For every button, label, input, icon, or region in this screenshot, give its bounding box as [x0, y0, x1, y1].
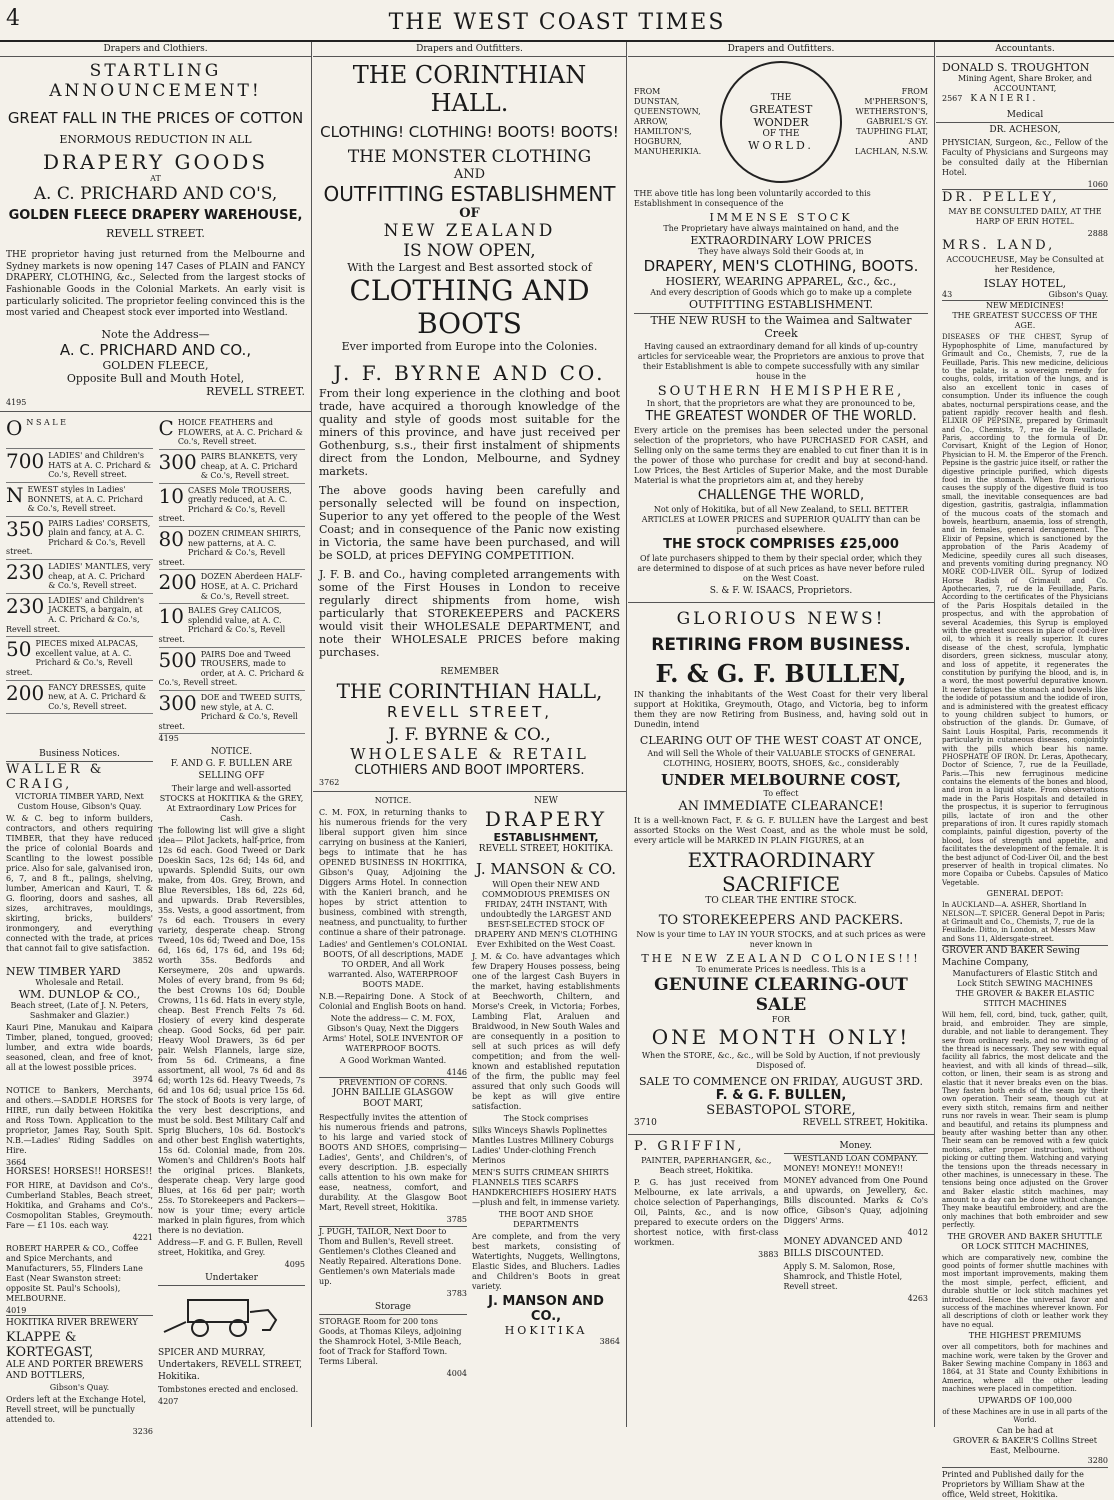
- prichard-warehouse: GOLDEN FLEECE DRAPERY WAREHOUSE,: [8, 208, 303, 223]
- timber-title: NEW TIMBER YARD: [6, 965, 121, 979]
- page-number: 4: [6, 6, 20, 31]
- bullen-immediate: AN IMMEDIATE CLEARANCE!: [678, 798, 884, 814]
- isaacs-sign: S. & F. W. ISAACS, Proprietors.: [709, 586, 853, 596]
- isaacs-outfit: OUTFITTING ESTABLISHMENT.: [689, 298, 873, 311]
- corinthian-clothing: CLOTHING! CLOTHING! BOOTS! BOOTS!: [320, 123, 619, 141]
- corinthian-largest: With the Largest and Best assorted stock of: [347, 261, 592, 274]
- islay-addr: Gibson's Quay.: [1048, 290, 1108, 300]
- column-2-lower-right: [472, 796, 620, 1378]
- isaacs-p4: And every description of Goods which go to make up a complete: [650, 288, 912, 297]
- bullen-notice-addr: Address—F. and G. F. Bullen, Revell street, Hokitika, and Grey.: [158, 1238, 303, 1258]
- manson-boot: THE BOOT AND SHOE DEPARTMENTS: [498, 1210, 594, 1230]
- timber-sub: Wholesale and Retail.: [35, 978, 124, 988]
- manson-stock-list: Silks Winceys Shawls Poplinettes Mantles Lustres Millinery Coburgs Ladies' Under-clothing French Merinos: [472, 1126, 614, 1166]
- bullen-under: UNDER MELBOURNE COST,: [660, 770, 901, 789]
- griffin-sub: PAINTER, PAPERHANGER, &c., Beach street, Hokitika.: [641, 1156, 772, 1176]
- land-body: ACCOUCHEUSE, May be Consulted at her Residence,: [946, 255, 1104, 275]
- islay-footer: [942, 290, 1108, 300]
- fox-line: Ladies' and Gentlemen's COLONIAL BOOTS, Of all descriptions, MADE TO ORDER, And all Work warranted. Also, WATERPROOF BOOTS MADE.: [319, 939, 467, 989]
- brewery-body: Orders left at the Exchange Hotel, Revell street, will be punctually attended to.: [6, 1395, 147, 1425]
- bullen-notice-title: NOTICE.: [210, 747, 253, 758]
- sale-item: CHOICE FEATHERS and FLOWERS, at A. C. Prichard & Co.'s, Revell street.: [159, 416, 306, 450]
- prichard-address-street: REVELL STREET.: [206, 385, 305, 399]
- ref-number: 2888: [1087, 229, 1108, 239]
- sale-item: NEWEST styles in Ladies' BONNETS, at A. C. Prichard & Co.'s, Revell street.: [6, 483, 153, 517]
- upwards-body: of these Machines are in use in all parts of the World.: [942, 1407, 1108, 1424]
- bullen-name: F. & G. F. BULLEN,: [655, 658, 907, 688]
- bullen-b2: And will Sell the Whole of their VALUABLE STOCKS of GENERAL CLOTHING, HOSIERY, BOOTS, SHOES, &c., considerably: [647, 748, 915, 768]
- premiums-title: THE HIGHEST PREMIUMS: [968, 1331, 1082, 1341]
- pugh-body: J. PUGH, TAILOR, Next Door to Thom and Bullen's, Revell street. Gentlemen's Clothes Cleaned and Neatly Repaired. Alterations Done. Gentlemen's own Materials made up.: [319, 1226, 467, 1287]
- sale-item: 10 CASES Mole TROUSERS, greatly reduced, at A. C. Prichard & Co.'s, Revell street.: [159, 484, 306, 527]
- isaacs-challenge: CHALLENGE THE WORLD,: [697, 488, 865, 503]
- brewery-line: ALE AND PORTER BREWERS AND BOTTLERS,: [6, 1359, 144, 1382]
- isaacs-banner: [634, 61, 928, 183]
- ref-number: 4095: [284, 1260, 305, 1270]
- sale-item: 80 DOZEN CRIMEAN SHIRTS, new patterns, at A. C. Prichard & Co.'s, Revell street.: [159, 527, 306, 570]
- isaacs-stock: THE STOCK COMPRISES £25,000: [663, 537, 899, 552]
- prichard-headline: STARTLING ANNOUNCEMENT!: [49, 61, 262, 101]
- bullen-b5: To enumerate Prices is needless. This is a: [696, 965, 866, 975]
- bullen-b6: When the STORE, &c., &c., will be Sold by Auction, if not previously Disposed of.: [641, 1051, 921, 1071]
- spicer-name: SPICER AND MURRAY, Undertakers, REVELL STREET, Hokitika.: [158, 1348, 303, 1382]
- loan-title: MONEY! MONEY!! MONEY!!: [783, 1164, 904, 1174]
- troughton-name: DONALD S. TROUGHTON: [942, 61, 1090, 74]
- bullen-rev: REVELL STREET, Hokitika.: [802, 1118, 928, 1129]
- section-header-undertaker: Undertaker: [158, 1271, 305, 1286]
- sale-item: 700 LADIES' and Children's HATS at A. C. Prichard & Co.'s, Revell street.: [6, 449, 153, 483]
- horses-body: NOTICE to Bankers, Merchants, and others.—SADDLE HORSES for HIRE, run daily between Hokitika and Ross Town. Application to the proprietor, James Ray, South Spit. N.B.—Ladies' Riding Saddles on Hire.: [6, 1086, 153, 1156]
- bullen-clearing: CLEARING OUT OF THE WEST COAST AT ONCE,: [639, 733, 923, 747]
- ref-number: 3236: [132, 1427, 153, 1437]
- waller-sub: VICTORIA TIMBER YARD, Next Custom House, Gibson's Quay.: [15, 792, 144, 812]
- manson-stock: The Stock comprises: [503, 1114, 589, 1124]
- horses-title: HORSES! HORSES!! HORSES!!: [6, 1167, 153, 1178]
- manson-open: Will Open their NEW AND COMMODIOUS PREMISES ON FRIDAY, 24TH INSTANT, With undoubtedly the LARGEST AND BEST-SELECTED STOCK OF DRAPERY AND MEN'S CLOTHING Ever Exhibited on the West Coast.: [474, 880, 618, 950]
- bullen-clear: TO CLEAR THE ENTIRE STOCK.: [705, 895, 857, 906]
- ref-number: 3785: [446, 1215, 467, 1225]
- ref-number: 3883: [758, 1250, 779, 1260]
- bullen-glorious: GLORIOUS NEWS!: [676, 608, 886, 629]
- ref-number: 4207: [158, 1397, 179, 1407]
- section-header-business: Business Notices.: [6, 747, 153, 762]
- bullen-for: FOR: [771, 1015, 791, 1025]
- prichard-drapery: DRAPERY GOODS: [42, 150, 269, 174]
- isaacs-p2: The Proprietary have always maintained on hand, and the: [663, 224, 899, 233]
- ref-number: 3710: [634, 1118, 657, 1129]
- section-header-outfitters: Drapers and Outfitters.: [313, 42, 626, 57]
- newmed-success: THE GREATEST SUCCESS OF THE AGE.: [952, 311, 1098, 331]
- ref-number: 3280: [1087, 1456, 1108, 1466]
- ref-number: 4012: [907, 1228, 928, 1238]
- sale-item: 350 PAIRS Ladies' CORSETS, plain and fancy, at A. C. Prichard & Co.'s, Revell street.: [6, 517, 153, 560]
- corinthian-clothing-boots: CLOTHING AND BOOTS: [349, 274, 590, 340]
- bullen-b1: IN thanking the inhabitants of the West Coast for their very liberal support at Hokitika, Greymouth, Otago, and Victoria, beg to inform them they are now Retiring from Business, and, having sold out in Dunedin, intend: [634, 689, 928, 729]
- from-right-list: FROM M'PHERSON'S, WETHERSTON'S, GABRIEL'S GY. TAUPHING FLAT, AND LACHLAN, N.S.W.: [855, 87, 928, 156]
- byrne-p2: The above goods having been carefully and personally selected will be found on inspection, Superior to any yet offered to the people of the West Coast; and in consequence of the Panic now existing in Victoria, the same have been purchased, and will be SOLD, at prices DEFYING COMPETITION.: [319, 484, 620, 562]
- isaacs-p9: Of late purchasers shipped to them by their special order, which they are determined to dispose of at such prices as have never before ruled on the West Coast.: [637, 554, 925, 583]
- brewery-name: KLAPPE & KORTEGAST,: [6, 1329, 94, 1360]
- isaacs-low: EXTRAORDINARY LOW PRICES: [690, 234, 872, 247]
- ref-number: 3762: [319, 777, 340, 787]
- bullen-seb: SEBASTOPOL STORE,: [706, 1103, 856, 1119]
- premiums-body: over all competitors, both for machines and machine work, were taken by the Grover and Baker Sewing machine Company in 1863 and 1864, at 31 State and County Exhibitions in America, where all the other leading machines were placed in competition.: [942, 1343, 1108, 1394]
- ref-number: 4195: [6, 398, 27, 408]
- hearse-illustration: [158, 1292, 298, 1338]
- shuttle-title: THE GROVER AND BAKER SHUTTLE OR LOCK STITCH MACHINES,: [947, 1231, 1103, 1251]
- grover-office: GROVER & BAKER'S Collins Street East, Melbourne.: [952, 1436, 1097, 1456]
- sale-items: [6, 416, 305, 743]
- isaacs-p3: They have always Sold their Goods at, in: [698, 247, 864, 256]
- sale-items-left: [6, 416, 153, 743]
- bullen-b4: Now is your time to LAY IN YOUR STOCKS, and at such prices as were never known in: [636, 930, 926, 950]
- isaacs-hosiery: HOSIERY, WEARING APPAREL, &c., &c.,: [665, 275, 897, 288]
- from-left-list: FROM DUNSTAN, QUEENSTOWN, ARROW, HAMILTON'S, HOGBURN, MANUHERIKIA.: [634, 87, 702, 156]
- ref-number: 3783: [446, 1289, 467, 1299]
- waller-title: WALLER & CRAIG,: [6, 762, 105, 793]
- sale-item: 500 PAIRS Doe and Tweed TROUSERS, made to order, at A. C. Prichard & Co.'s, Revell street.: [159, 648, 306, 691]
- corinthian-imported: Ever imported from Europe into the Colonies.: [341, 340, 598, 353]
- prichard-body: THE proprietor having just returned from the Melbourne and Sydney markets is now opening 147 Cases of PLAIN and FANCY DRAPERY, CLOTHING, &c., Selected from the largest stocks of Fashionable Goods in the Colonial Markets. An early visit is particularly solicited. The proprietor feeling convinced this is the most varied and Cheapest stock ever imported into Westland.: [6, 250, 305, 319]
- column-2-lower-left: [319, 796, 467, 1378]
- adv-body: Apply S. M. Salomon, Rose, Shamrock, and Thistle Hotel, Revell street.: [783, 1262, 903, 1292]
- bullen-month: ONE MONTH ONLY!: [651, 1025, 911, 1050]
- column-4: [936, 42, 1114, 1500]
- prichard-at: AT: [150, 174, 161, 183]
- sale-item: 200 FANCY DRESSES, quite new, at A. C. Prichard & Co.'s, Revell street.: [6, 681, 153, 715]
- bullen-notice-body: The following list will give a slight idea— Pilot Jackets, half-price, from 12s 6d each. Good Tweed or Dark Doeskin Sacs, 12s 6d; 14s 6d, and upwards. Splendid Suits, our own make, from 40s. Grey, Brown, and Blue Reversibles, 18s 6d, 22s 6d, and upwards. Drab Reversibles, 35s. Vests, a good assortment, from 7s 6d each. Trousers in every variety, desperate cheap. Strong Tweed, 10s 6d; Tweed and Doe, 15s 6d, 16s 6d, 17s 6d, and 19s 6d; worth 35s. Bedfords and Kerseymere, 20s and upwards. Moles of every brand, from 9s 6d; the best Crowns 10s 6d; Double Crowns, 11s 6d. Hats in every style, cheap. Best French Felts 7s 6d. Hosiery of every kind desperate cheap. Good Socks, 6d per pair. Heavy Wool Drawers, 3s 6d per pair. Welsh Flannels, large size, from 5s 6d. Crimeans, a fine assortment, all wool, 7s 6d and 8s 6d; worth 12s 6d. Heavy Tweeds, 7s 6d and 10s 6d; usual price 15s 6d. The stock of Boots is very large, of the very best descriptions, and must be sold. Best Military Calf and Sprig Bluchers, 10s 6d. Bostock's and other best English watertights, 15s 6d. Colonial made, from 20s. Women's and Children's Boots half the original prices. Blankets, desperate cheap. Very large good Blues, at 16s 6d per pair; worth 25s. To Storekeepers and Packers—now is your time; every article marked in plain figures, from which there is no deviation.: [158, 826, 305, 1236]
- griffin-ad: [634, 1139, 779, 1303]
- section-header-outfitters-2: Drapers and Outfitters.: [628, 42, 934, 57]
- acheson-body: PHYSICIAN, Surgeon, &c., Fellow of the Faculty of Physicians and Surgeons may be consulted daily at the Hibernian Hotel.: [942, 138, 1108, 178]
- ref-number: 1060: [1087, 180, 1108, 190]
- business-left: [6, 747, 153, 1436]
- corinthian-nz: NEW ZEALAND: [383, 221, 556, 241]
- depot-body: In AUCKLAND—A. ASHER, Shortland In NELSON—T. SPICER. General Depot in Paris; at Grimault and Co., Chemists, 7, rue de la Feuillade. Ditto, in London, at Messrs Maw and Sons 11, Aldersgate-street.: [942, 901, 1106, 943]
- manson-boot-body: Are complete, and from the very best markets, consisting of Watertights, Nuggets, Wellingtons, Elastic Sides, and Bluchers. Ladies and Children's Boots in great variety.: [472, 1232, 620, 1292]
- imprint: Printed and Published daily for the Proprietors by William Shaw at the office, Weld street, Hokitika.: [942, 1467, 1108, 1500]
- grover-heading: THE GROVER & BAKER ELASTIC STITCH MACHINES: [955, 989, 1095, 1009]
- byrne-remember: REMEMBER: [440, 667, 499, 677]
- column-2-lower: [319, 796, 620, 1378]
- prichard-note: Note the Address—: [101, 328, 210, 342]
- bullen-footer: [634, 1118, 928, 1130]
- manson-name: J. MANSON & CO.: [476, 860, 616, 879]
- bullen-effect: To effect: [763, 788, 799, 798]
- prichard-street: REVELL STREET.: [106, 227, 205, 240]
- grover-had: Can be had at: [996, 1426, 1054, 1436]
- prichard-address-opposite: Opposite Bull and Mouth Hotel,: [66, 372, 245, 386]
- ref-number: 3864: [599, 1337, 620, 1347]
- troughton-footer: [942, 94, 1108, 106]
- corns-title: PREVENTION OF CORNS.: [319, 1077, 467, 1088]
- sale-item: O N S A L E: [6, 416, 153, 449]
- sale-item: 300 PAIRS BLANKETS, very cheap, at A. C. Prichard & Co.'s, Revell street.: [159, 450, 306, 484]
- prichard-address-fleece: GOLDEN FLEECE,: [102, 359, 209, 373]
- newmed-body: DISEASES OF THE CHEST, Syrup of Hypophosphite of Lime, manufactured by Grimault and Co., Chemists, 7, rue de la Feuillade, Paris. This new medicine, delicious to the palate, is a sovereign remedy for coughs, colds, irritation of the lungs, and is also an excellent tonic in cases of consumption. Under its influence the cough abates, nocturnal perspirations cease, and the patient rapidly recover health and flesh. ELIXIR OF PEPSINE, prepared by Grimault and Co., Chemists, 7, rue de la Feuillade, Paris, according to the formula of Dr. Corvisart, Knight of the Legion of Honor, Physician to H. M. the Emperor of the French. Pepsine is the gastric juice itself, or rather the digestive principle purified, which digests food in the stomach. When from various causes the supply of the digestive fluid is too small, the inevitable consequences are bad digestion, gastritis, gastralgia, inflammation of the mucous coats of the stomach and bowels, heartburn, anaemia, loss of strength, and in females, general derangement. The Elixir of Pepsine, which is sanctioned by the approbation of the Paris Academy of Medicine, speedily cures all such diseases, and prevents vomiting during pregnancy. NO MORE COD-LIVER OIL. Syrup of Iodized Horse Radish of Grimault and Co. Apothecaries, 7, rue de la Feuillade, Paris. According to the certificates of the Physicians of the Paris Hospitals detailed in the prospectus, and with the approbation of several Academies, this Syrup is employed with the greatest success in place of cod-liver oil, to which it is really superior. It cures disease of the chest, scrofula, lymphatic disorders, green sickness, muscular atony, and loss of appetite, it regenerates the constitution by purifying the blood, and is, in a word, the most powerful depurative known. It never fatigues the stomach and bowels like the iodide of potassium and the iodide of iron, and is administered with the greatest efficacy to young children subject to humors, or obstruction of the glands. Dr. Gumave, of Saint Louis Hospital, Paris, recommends it particularly in cutaneous diseases, conjointly with the pills which bear his name. PHOSPHATE OF IRON. Dr. Leras, Apothecary, Doctor of Science, 7, rue de la Feuillade, Paris.—This new ferruginous medicine contains the elements of the bones and blood, and iron in a liquid state. From observations made in the Paris Hospitals and detailed in the prospectus, it is superior to ferruginous pills, lactate of iron and the other preparations of iron. It cures rapidly stomach complaints, painful digestion, poverty of the blood, loss of strength and appetite, and facilitates the development of the female. It is the best adjunct of Cod-Liver Oil, and the best preserver of health in tropical climates. No more Copaiba or Cubebs. Capsules of Matico Vegetable.: [942, 333, 1108, 887]
- ref-number: 3664: [6, 1158, 27, 1168]
- isaacs-drapery: DRAPERY, MEN'S CLOTHING, BOOTS.: [643, 257, 919, 275]
- masthead: [0, 0, 1114, 42]
- column-3-lower: [634, 1139, 928, 1303]
- brewery-addr: Gibson's Quay.: [49, 1383, 110, 1393]
- isaacs-p5: Having caused an extraordinary demand for all kinds of up-country articles for serviceable wear, the Proprietors are anxious to prove that their Establishment is able to compete successfully with any similar house in the: [637, 342, 925, 381]
- fox-nb: N.B.—Repairing Done. A Stock of Colonial and English Boots on hand.: [319, 991, 467, 1011]
- globe-emblem: THE GREATEST WONDER OF THE WORLD.: [720, 61, 842, 183]
- griffin-name: P. GRIFFIN,: [634, 1139, 745, 1155]
- timber-name: WM. DUNLOP & CO.,: [18, 988, 141, 1002]
- manson-new: NEW: [534, 795, 558, 806]
- griffin-body: P. G. has just received from Melbourne, ex late arrivals, a choice selection of Paperhangings, Oil, Paints, &c., and is now prepared to execute orders on the shortest notice, with first-class workmen.: [634, 1178, 779, 1248]
- money-ad: [784, 1139, 929, 1303]
- prichard-cotton: GREAT FALL IN THE PRICES OF COTTON: [7, 109, 304, 127]
- grover-sub: Manufacturers of Elastic Stitch and Lock Stitch SEWING MACHINES: [952, 969, 1098, 989]
- ref-number: 4146: [446, 1067, 467, 1077]
- corinthian-open: IS NOW OPEN,: [403, 241, 536, 261]
- bullen-store: TO STOREKEEPERS AND PACKERS.: [658, 913, 904, 929]
- manson-body: J. M. & Co. have advantages which few Drapery Houses possess, being one of the largest Cash Buyers in the market, having establishments at Beechworth, Chiltern, and Morse's Creek, in Victoria; Forbes, Lambing Flat, Araluen and Braidwood, in New South Wales and are consequently in a position to sell at such prices as will defy competition; and from the well-known and established reputation of the firm, the public may feel assured that only such Goods will be kept as will give entire satisfaction.: [472, 952, 620, 1112]
- ref-number: 2567: [942, 94, 963, 103]
- manson-drapery: DRAPERY: [484, 807, 608, 832]
- byrne-importers: CLOTHIERS AND BOOT IMPORTERS.: [354, 762, 585, 778]
- isaacs-gw: THE GREATEST WONDER OF THE WORLD.: [645, 409, 917, 424]
- ref-number: 43: [942, 290, 953, 300]
- byrne-corinthian: THE CORINTHIAN HALL,: [336, 678, 603, 703]
- grover-name: GROVER AND BAKER Sewing Machine Company,: [942, 945, 1108, 969]
- sale-item: 230 LADIES' MANTLES, very cheap, at A. C. Prichard & Co.'s, Revell street.: [6, 560, 153, 594]
- section-header-drapers: Drapers and Clothiers.: [0, 42, 311, 57]
- bullen-nz: THE NEW ZEALAND COLONIES!!!: [641, 952, 921, 966]
- bullen-retiring: RETIRING FROM BUSINESS.: [651, 634, 911, 655]
- sale-item: 230 LADIES' and Children's JACKETS, a bargain, at A. C. Prichard & Co.'s, Revell street.: [6, 594, 153, 637]
- fox-body: C. M. FOX, in returning thanks to his numerous friends for the very liberal support given him since carrying on business at the Kanieri, begs to intimate that he has OPENED BUSINESS IN HOKITIKA, Gibson's Quay, Adjoining the Diggers Arms Hotel. In connection with the Kanieri branch, and he hopes by strict attention to business, combined with strength, neatness, and punctuality, to further continue a share of their patronage.: [319, 807, 467, 937]
- sale-item: 50 PIECES mixed ALPACAS, excellent value, at A. C. Prichard & Co.'s, Revell street.: [6, 637, 153, 680]
- depot-title: GENERAL DEPOT:: [986, 889, 1064, 899]
- prichard-name: A. C. PRICHARD AND CO'S,: [33, 184, 278, 204]
- loan-body: MONEY advanced from One Pound and upwards, on Jewellery, &c. Bills discounted. Marks & Co's office, Gibson's Quay, adjoining Diggers' Arms.: [783, 1176, 928, 1226]
- timber-body: Kauri Pine, Manukau and Kaipara Timber, planed, tongued, grooved; lumber, and extra wide boards, seasoned, clean, and free of knot, all at the lowest possible prices.: [6, 1023, 153, 1073]
- isaacs-south: SOUTHERN HEMISPHERE,: [657, 384, 905, 399]
- byrne-p3: J. F. B. and Co., having completed arrangements with some of the First Houses in London to receive regularly direct shipments from home, wish particularly that STOREKEEPERS and PACKERS would visit their WHOLESALE DEPARTMENT, and note their WHOLESALE PRICES before making purchases.: [319, 568, 620, 659]
- sale-item: 300 DOE and TWEED SUITS, new style, at A. C. Prichard & Co.'s, Revell street.: [159, 691, 306, 734]
- baillie-body: Respectfully invites the attention of his numerous friends and patrons, to his large and varied stock of BOOTS AND SHOES, comprising—Ladies', Gents', and Children's, of every description. J.B. especially calls attention to his own make for ease, neatness, comfort, and durability. At the Glasgow Boot Mart, Revell street, Hokitika.: [319, 1113, 467, 1213]
- pelley-name: DR. PELLEY,: [942, 189, 1108, 205]
- ref-number: 4263: [907, 1294, 928, 1304]
- prichard-reduction: ENORMOUS REDUCTION IN ALL: [59, 133, 252, 146]
- byrne-name: J. F. BYRNE AND CO.: [333, 361, 606, 385]
- byrne-co: J. F. BYRNE & CO.,: [388, 724, 551, 745]
- isaacs-p7: Every article on the premises has been selected under the personal selection of the proprietors, who have PURCHASED FOR CASH, and Selling only on the same terms they are enabled to cut finer than it is in the power of those who purchase for credit and buy at second-hand. Low Prices, the Best Articles of Superior Make, and the most Durable Material is what the proprietors aim at, and they hereby: [634, 426, 928, 485]
- bullen-genuine: GENUINE CLEARING-OUT SALE: [654, 975, 908, 1016]
- ref-number: 3852: [132, 956, 153, 966]
- section-header-money: Money.: [784, 1139, 929, 1154]
- corinthian-outfitting: OUTFITTING ESTABLISHMENT: [323, 182, 616, 206]
- brewery-title: HOKITIKA RIVER BREWERY: [6, 1315, 153, 1330]
- prichard-address-name: A. C. PRICHARD AND CO.,: [59, 341, 252, 360]
- adv-title: MONEY ADVANCED AND BILLS DISCOUNTED.: [783, 1237, 903, 1259]
- upwards-title: UPWARDS OF 100,000: [978, 1395, 1072, 1405]
- ref-number: 4195: [158, 734, 179, 744]
- islay-hotel: ISLAY HOTEL,: [983, 277, 1067, 291]
- newspaper-title: THE WEST COAST TIMES: [388, 10, 726, 35]
- bullen-notice-sub: Their large and well-assorted STOCKS at HOKITIKA & the GREY, At Extraordinary Low Prices for Cash.: [159, 784, 304, 824]
- spicer-body: Tombstones erected and enclosed.: [158, 1385, 299, 1395]
- bullen-b3: It is a well-known Fact, F. & G. F. BULLEN have the Largest and best assorted Stocks on the West Coast, and as the whole must be sold, every article will be MARKED IN PLAIN FIGURES, at an: [634, 815, 928, 845]
- land-name: MRS. LAND,: [942, 238, 1056, 254]
- bullen-fg: F. & G. F. BULLEN,: [715, 1088, 847, 1104]
- isaacs-rush: THE NEW RUSH to the Waimea and Saltwater Creek: [634, 313, 928, 340]
- sale-item: 200 DOZEN Aberdeen HALF-HOSE, at A. C. Prichard & Co.'s, Revell street.: [159, 570, 306, 604]
- harper-body: ROBERT HARPER & CO., Coffee and Spice Merchants, and Manufacturers, 55, Flinders Lane East (Near Swanston street: opposite St. Paul's Schools), MELBOURNE.: [6, 1244, 143, 1304]
- corinthian-monster: THE MONSTER CLOTHING: [347, 147, 592, 167]
- sale-item: 10 BALES Grey CALICOS, splendid value, at A. C. Prichard & Co.'s, Revell street.: [159, 604, 306, 647]
- bullen-notice-name: F. AND G. F. BULLEN ARE SELLING OFF: [170, 759, 293, 781]
- manson-foot2: HOKITIKA: [504, 1324, 588, 1338]
- corinthian-title: THE CORINTHIAN HALL.: [352, 61, 587, 117]
- manson-foot: J. MANSON AND CO.,: [488, 1294, 604, 1325]
- troughton-kanieri: KANIERI.: [970, 94, 1039, 104]
- section-header-accountants: Accountants.: [936, 42, 1114, 57]
- isaacs-p6: In short, that the proprietors are what they are pronounced to be,: [646, 399, 916, 408]
- bullen-sacrifice: EXTRAORDINARY SACRIFICE: [687, 847, 875, 896]
- manson-mens: MEN'S SUITS CRIMEAN SHIRTS FLANNELS TIES SCARFS HANDKERCHIEFS HOSIERY HATS—plush and felt, in immense variety.: [472, 1168, 620, 1208]
- hire-body: FOR HIRE, at Davidson and Co's., Cumberland Stables, Beach street, Hokitika, and Grahams and Co's., Cosmopolitan Stables, Greymouth. Fare — £1 10s. each way.: [6, 1181, 153, 1231]
- troughton-sub: Mining Agent, Share Broker, and ACCOUNTANT,: [957, 74, 1093, 93]
- column-2: [313, 42, 627, 1427]
- ref-number: 4221: [132, 1233, 153, 1243]
- byrne-wholesale: WHOLESALE & RETAIL: [350, 744, 589, 763]
- ref-number: 4004: [446, 1369, 467, 1379]
- isaacs-immense: IMMENSE STOCK: [709, 211, 853, 224]
- manson-revell: REVELL STREET, HOKITIKA.: [478, 844, 614, 855]
- loan-company: WESTLAND LOAN COMPANY.: [793, 1154, 918, 1164]
- baillie-name: JOHN BAILLIE GLASGOW BOOT MART,: [332, 1087, 454, 1110]
- corinthian-and: AND: [453, 167, 486, 182]
- isaacs-p1: THE above title has long been voluntarily accorded to this Establishment in consequence of the: [634, 189, 871, 208]
- timber-addr: Beach street, (Late of J. N. Peters, Sashmaker and Glazier.): [10, 1001, 149, 1021]
- fox-notice: NOTICE.: [374, 795, 412, 805]
- fox-tail: A Good Workman Wanted.: [339, 1055, 447, 1065]
- storage-body: STORAGE Room for 200 tons Goods, at Thomas Kileys, adjoining the Shamrock Hotel, 3-Mile Beach, foot of Track for Stafford Town. Terms Liberal.: [319, 1317, 462, 1367]
- acheson-name: DR. ACHESON,: [989, 124, 1061, 135]
- column-1: [0, 42, 312, 1437]
- ref-number: 4019: [6, 1306, 27, 1316]
- bullen-sale: SALE TO COMMENCE ON FRIDAY, AUGUST 3RD.: [638, 1075, 924, 1089]
- byrne-p1: From their long experience in the clothing and boot trade, have acquired a thorough knowledge of the quality and style of goods most suitable for the miners of this province, and have just received per Gothenburg, s.s., their first instalment of shipments direct from the London, Melbourne, and Sydney markets.: [319, 387, 620, 478]
- section-header-storage: Storage: [319, 1300, 467, 1315]
- manson-est: ESTABLISHMENT,: [493, 831, 599, 845]
- waller-body: W. & C. beg to inform builders, contractors, and others requiring TIMBER, that they have reduced the price of colonial Boards and Scantling to the lowest possible price. Also for sale, galvanised iron, 6, 7, and 8 ft., palings, shelving, lumber, American and Kauri, T. & G. flooring, doors and sashes, all sizes, architraves, mouldings, skirting, bricks, builders' ironmongery, and everything connected with the trade, at prices that cannot fail to give satisfaction.: [6, 814, 153, 954]
- fox-addr: Note the address— C. M. FOX, Gibson's Quay, Next the Diggers Arms' Hotel, SOLE INVENTOR OF WATERPROOF BOOTS.: [322, 1013, 464, 1053]
- sale-items-right: [159, 416, 306, 743]
- pelley-body: MAY BE CONSULTED DAILY, AT THE HARP OF ERIN HOTEL.: [948, 207, 1102, 227]
- business-right: [158, 747, 305, 1436]
- business-notices: [6, 747, 305, 1436]
- column-3: [628, 42, 935, 1427]
- shuttle-body: which are comparatively new, combine the good points of former shuttle machines with most important improvements, making them the most simple, perfect, efficient, and durable shuttle or lock stitch machines yet introduced. Hence the universal favor and success of the machines wherever known. For all descriptions of cloth or leather work they have no equal.: [942, 1253, 1108, 1329]
- section-header-medical: Medical: [936, 108, 1114, 123]
- grover-body: Will hem, fell, cord, bind, tuck, gather, quilt, braid, and embroider. They are simple, durable, and not liable to derangement. They sew from ordinary reels, and no rewinding of the thread is necessary. They sew with equal facility all fabrics, the most delicate and the heaviest, and with all kinds of thread—silk, cotton, or linen, their seam is as strong and elastic that it never breaks even on the bias. They fasten both ends of the seam by their own operation. Their seam, though cut at every sixth stitch, remains firm and neither runs nor ravels in wear. Their seam is plump and beautiful, and retains its plumpness and beauty after washing better than any other. Their seam can be removed with a few quick motions, after proper instruction, without picking or cutting them. Watching and varying the tensions upon the threads necessary in other machines, is unnecessary in these. The tensions being once adjusted on the Grover and Baker elastic stitch machines, may amount to a day can be done without change. They make beautiful embroidery, and are the only machines that both embroider and sew perfectly.: [942, 1011, 1108, 1230]
- corinthian-of: OF: [459, 206, 480, 221]
- byrne-street: REVELL STREET,: [386, 702, 553, 721]
- ref-number: 3974: [132, 1075, 153, 1085]
- isaacs-p8: Not only of Hokitika, but of all New Zealand, to SELL BETTER ARTICLES at LOWER PRICES and SUPERIOR QUALITY than can be purchased elsewhere.: [641, 505, 921, 534]
- newmed-title: NEW MEDICINES!: [942, 300, 1108, 311]
